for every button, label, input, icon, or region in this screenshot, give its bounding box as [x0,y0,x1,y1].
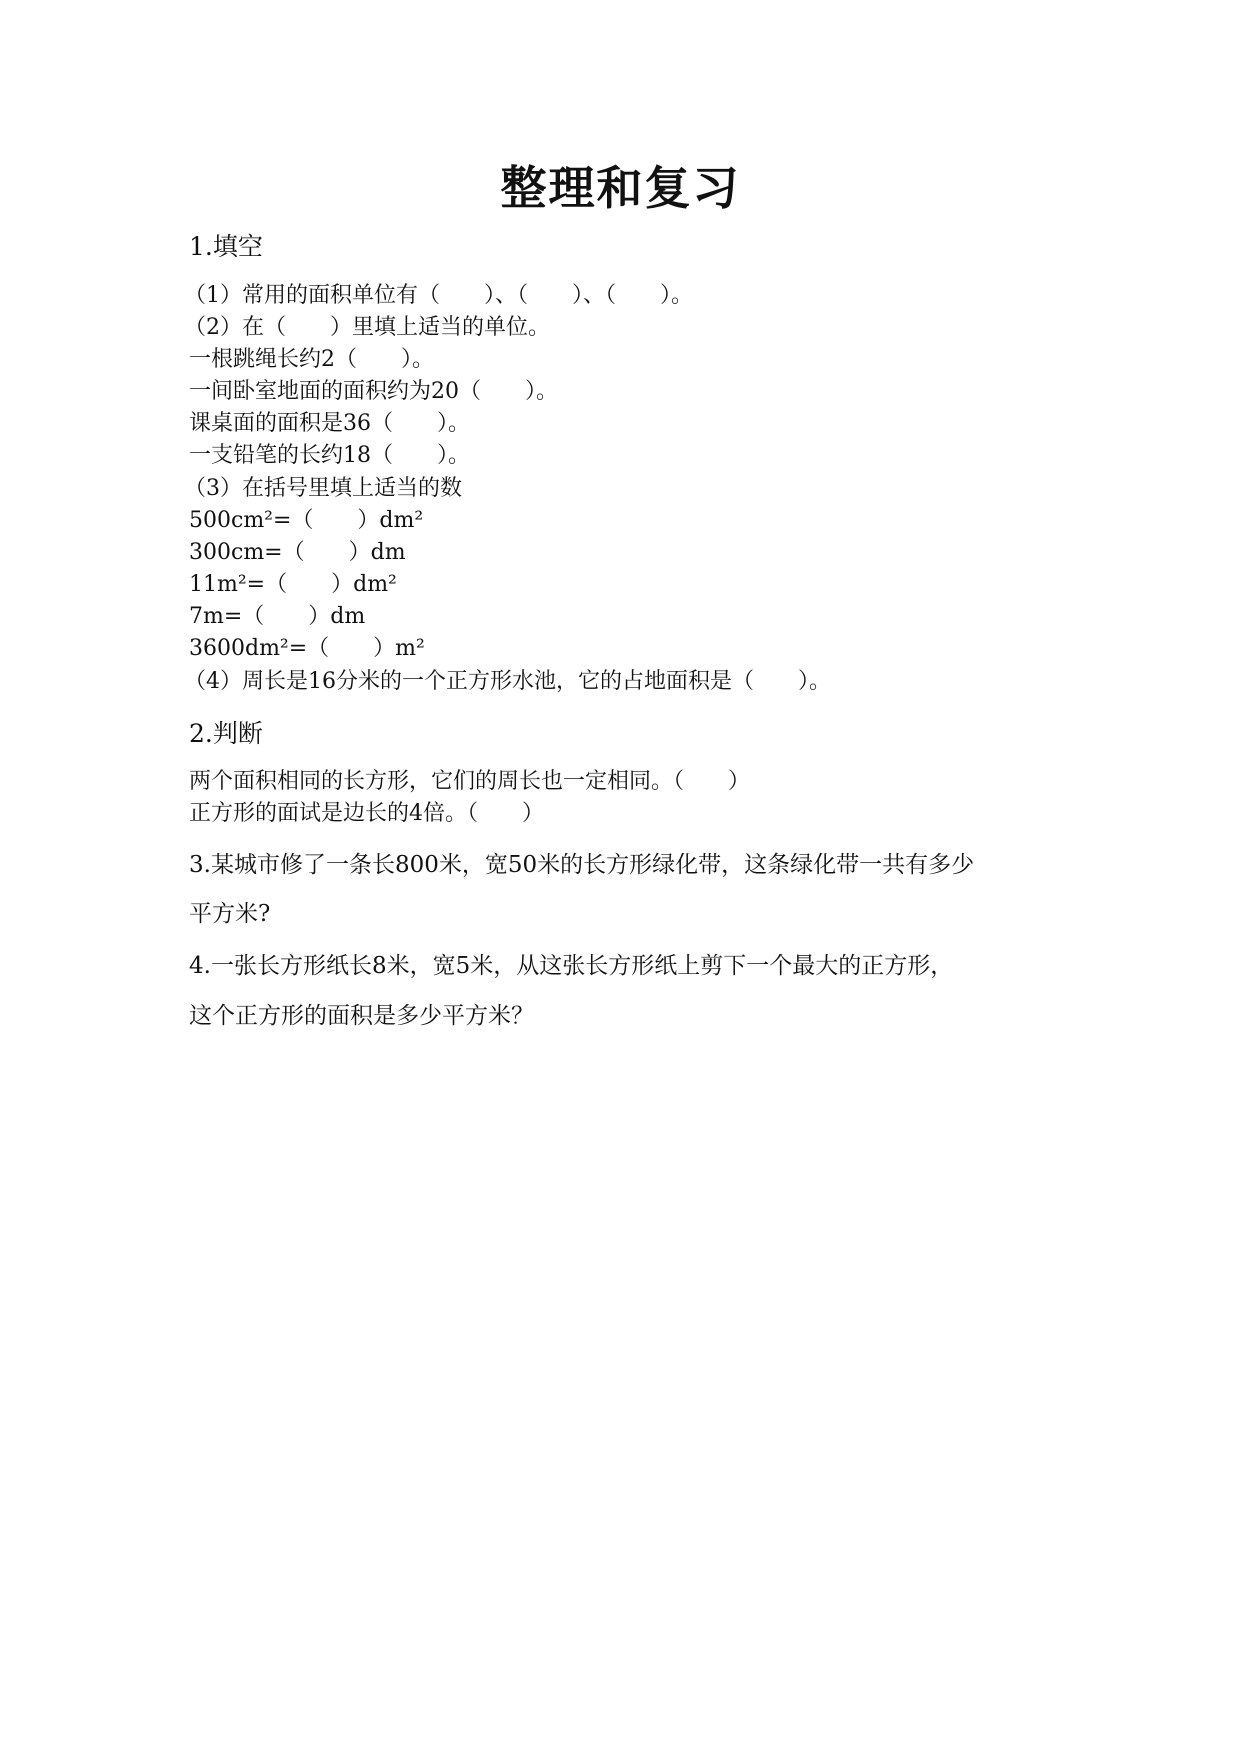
question-3-line-2: 平方米? [189,901,271,927]
question-1-2-item-4: 一支铅笔的长约18（ ）。 [189,443,470,468]
question-1-2-item-3: 课桌面的面积是36（ ）。 [189,411,470,436]
question-1-2-item-1: 一根跳绳长约2（ ）。 [189,347,434,372]
judge-item-2: 正方形的面试是边长的4倍。（ ） [189,801,544,826]
section-1-heading: 1.填空 [189,232,263,261]
question-1-3-item-3: 11m²=（ ）dm² [189,572,397,597]
question-1-3: （3）在括号里填上适当的数 [184,476,462,501]
question-1-3-item-2: 300cm=（ ）dm [189,540,406,565]
question-4-line-1: 4.一张长方形纸长8米，宽5米，从这张长方形纸上剪下一个最大的正方形， [189,953,954,979]
page-title: 整理和复习 [500,161,741,215]
question-1-3-item-1: 500cm²=（ ）dm² [189,508,424,533]
section-2-heading: 2.判断 [189,719,263,748]
question-1-3-item-5: 3600dm²=（ ）m² [189,636,425,661]
question-1-2-item-2: 一间卧室地面的面积约为20（ ）。 [189,379,558,404]
question-1-3-item-4: 7m=（ ）dm [189,604,366,629]
question-1-1: （1）常用的面积单位有（ ）、（ ）、（ ）。 [184,283,693,308]
question-4-line-2: 这个正方形的面积是多少平方米？ [189,1003,534,1029]
judge-item-1: 两个面积相同的长方形，它们的周长也一定相同。（ ） [189,769,751,794]
question-1-4: （4）周长是16分米的一个正方形水池，它的占地面积是（ ）。 [184,669,831,694]
question-3-line-1: 3.某城市修了一条长800米，宽50米的长方形绿化带，这条绿化带一共有多少 [189,852,975,878]
question-1-2: （2）在（ ）里填上适当的单位。 [184,315,550,340]
